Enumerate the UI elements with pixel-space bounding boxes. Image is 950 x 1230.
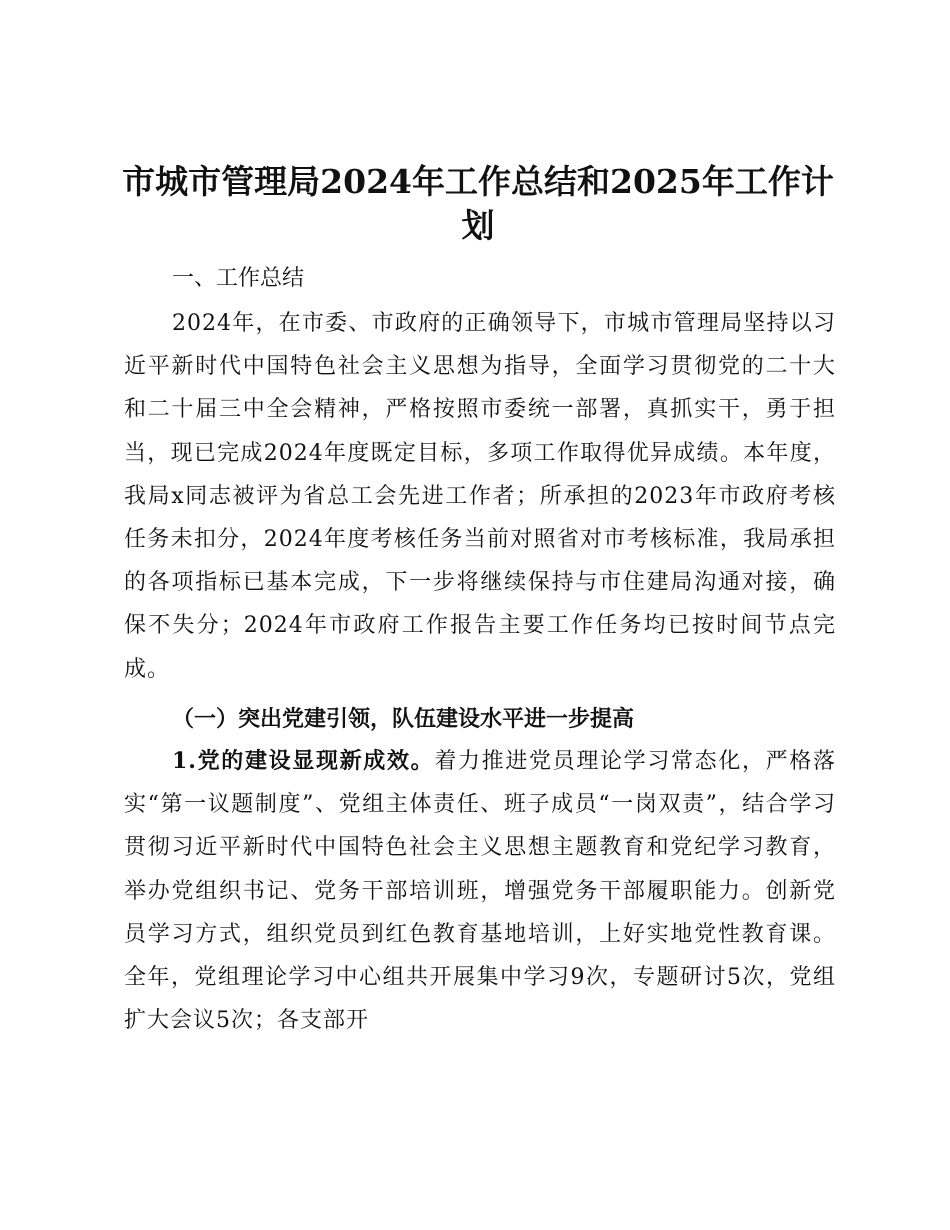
document-title: 市城市管理局2024年工作总结和2025年工作计划 [122, 162, 834, 245]
subsection-heading-party-building: （一）突出党建引领，队伍建设水平进一步提高 [172, 706, 635, 732]
paragraph-overview [124, 302, 836, 691]
item-lead-heading: 1.党的建设显现新成效。 [172, 748, 435, 774]
paragraph-overview-text: 2024年，在市委、市政府的正确领导下，市城市管理局坚持以习近平新时代中国特色社会主义思想为指导，全面学习贯彻党的二十大和二十届三中全会精神，严格按照市委统一部署，真抓实干，勇于担当，现已完成2024年度既定目标，多项工作取得优异成绩。本年度，我局x同志被评为省总工会先进工作者；所承担的2023年市政府考核任务未扣分，2024年度考核任务当前对照省对市考核标准，我局承担的各项指标已基本完成，下一步将继续保持与市住建局沟通对接，确保不失分；2024年市政府工作报告主要工作任务均已按时间节点完成。 [124, 311, 836, 682]
item-body-text: 着力推进党员理论学习常态化，严格落实“第一议题制度”、党组主体责任、班子成员“一岗双责”，结合学习贯彻习近平新时代中国特色社会主义思想主题教育和党纪学习教育，举办党组织书记、党务干部培训班，增强党务干部履职能力。创新党员学习方式，组织党员到红色教育基地培训，上好实地党性教育课。全年，党组理论学习中心组共开展集中学习9次，专题研讨5次，党组扩大会议5次；各支部开 [124, 749, 836, 1034]
section-heading-work-summary: 一、工作总结 [172, 266, 305, 291]
paragraph-party-building [124, 740, 836, 1042]
